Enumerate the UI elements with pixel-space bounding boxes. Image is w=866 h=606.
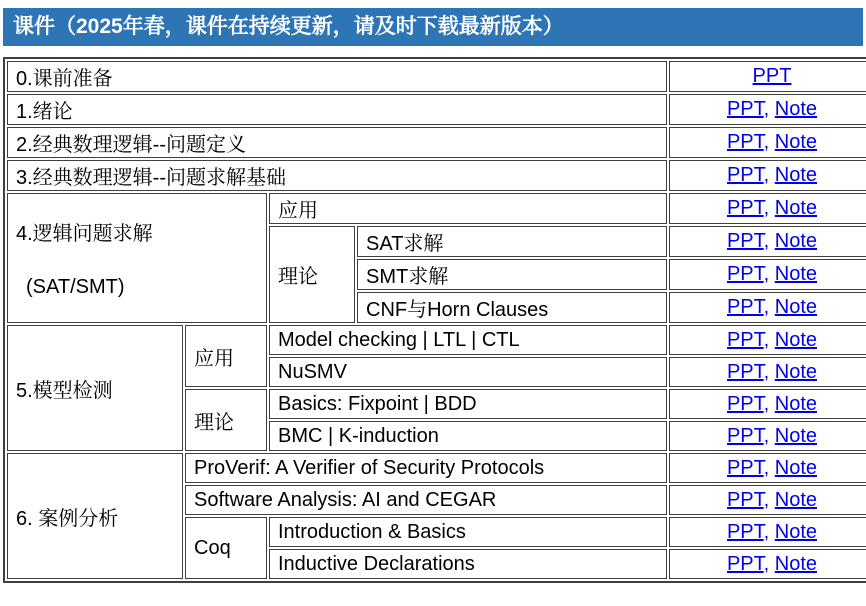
link-separator: , (763, 424, 775, 447)
cell-solving-theory: 理论 (269, 226, 355, 323)
cell-mc-app: 应用 (185, 325, 267, 387)
cell-mc-theory: 理论 (185, 389, 267, 451)
link-separator: , (763, 456, 775, 479)
ppt-link[interactable]: PPT (726, 131, 764, 153)
link-separator: , (763, 328, 775, 351)
ppt-link[interactable]: PPT (726, 164, 764, 186)
link-separator: , (763, 263, 775, 285)
cell-prep: 0.课前准备 (7, 61, 667, 92)
ppt-link[interactable]: PPT (726, 230, 764, 252)
link-separator: , (763, 164, 775, 186)
note-link[interactable]: Note (774, 328, 818, 351)
cell-cnf: CNF与Horn Clauses (357, 292, 667, 323)
links-cell (669, 549, 866, 579)
links-cell (669, 389, 866, 419)
links-cell (669, 193, 866, 224)
ppt-link[interactable]: PPT (726, 263, 764, 285)
note-link[interactable]: Note (774, 520, 818, 543)
cell-basics-fixpoint-bdd: Basics: Fixpoint | BDD (269, 389, 667, 419)
note-link[interactable]: Note (774, 131, 818, 153)
note-link[interactable]: Note (774, 164, 818, 186)
cell-intro: 1.绪论 (7, 94, 667, 125)
links-cell (669, 94, 866, 125)
note-link[interactable]: Note (774, 263, 818, 285)
links-cell (669, 127, 866, 158)
note-link[interactable]: Note (774, 424, 818, 447)
ppt-link[interactable]: PPT (726, 296, 764, 318)
cell-mc-ltl-ctl: Model checking | LTL | CTL (269, 325, 667, 355)
cell-case-study-group: 6. 案例分析 (7, 453, 183, 579)
link-separator: , (763, 197, 775, 219)
links-cell (669, 61, 866, 92)
ppt-link[interactable]: PPT (726, 520, 764, 543)
cell-logic-def: 2.经典数理逻辑--问题定义 (7, 127, 667, 158)
ppt-link[interactable]: PPT (752, 65, 792, 87)
link-separator: , (763, 520, 775, 543)
table-row (7, 61, 866, 92)
ppt-link[interactable]: PPT (726, 360, 764, 383)
note-link[interactable]: Note (774, 456, 818, 479)
table-row (7, 127, 866, 158)
cell-smt: SMT求解 (357, 259, 667, 290)
links-cell (669, 325, 866, 355)
ppt-link[interactable]: PPT (726, 98, 764, 120)
links-cell (669, 292, 866, 323)
note-link[interactable]: Note (774, 552, 818, 575)
link-separator: , (763, 296, 775, 318)
links-cell (669, 226, 866, 257)
ppt-link[interactable]: PPT (726, 392, 764, 415)
link-separator: , (763, 488, 775, 511)
table-row (7, 160, 866, 191)
links-cell (669, 485, 866, 515)
cell-bmc-kinduction: BMC | K-induction (269, 421, 667, 451)
link-separator: , (763, 392, 775, 415)
links-cell (669, 421, 866, 451)
note-link[interactable]: Note (774, 488, 818, 511)
table-row (7, 94, 866, 125)
ppt-link[interactable]: PPT (726, 197, 764, 219)
note-link[interactable]: Note (774, 296, 818, 318)
cell-software-analysis: Software Analysis: AI and CEGAR (185, 485, 667, 515)
table-row (7, 325, 866, 355)
link-separator: , (763, 131, 775, 153)
cell-solving-app: 应用 (269, 193, 667, 224)
cell-sat: SAT求解 (357, 226, 667, 257)
link-separator: , (763, 230, 775, 252)
note-link[interactable]: Note (774, 392, 818, 415)
ppt-link[interactable]: PPT (726, 424, 764, 447)
link-separator: , (763, 98, 775, 120)
links-cell (669, 517, 866, 547)
cell-proverif: ProVerif: A Verifier of Security Protocols (185, 453, 667, 483)
cell-logic-basics: 3.经典数理逻辑--问题求解基础 (7, 160, 667, 191)
links-cell (669, 259, 866, 290)
ppt-link[interactable]: PPT (726, 552, 764, 575)
cell-coq-inductive: Inductive Declarations (269, 549, 667, 579)
ppt-link[interactable]: PPT (726, 328, 764, 351)
note-link[interactable]: Note (774, 98, 818, 120)
link-separator: , (763, 552, 775, 575)
title-bar: 课件（2025年春，课件在持续更新，请及时下载最新版本） (3, 8, 863, 46)
note-link[interactable]: Note (774, 360, 818, 383)
courseware-table (3, 57, 866, 583)
link-separator: , (763, 360, 775, 383)
cell-model-checking-group: 5.模型检测 (7, 325, 183, 451)
cell-coq: Coq (185, 517, 267, 579)
ppt-link[interactable]: PPT (726, 456, 764, 479)
cell-solving-group (7, 193, 267, 323)
cell-solving-subtitle: (SAT/SMT) (26, 276, 125, 298)
table-row (7, 193, 866, 224)
links-cell (669, 453, 866, 483)
cell-nusmv: NuSMV (269, 357, 667, 387)
ppt-link[interactable]: PPT (726, 488, 764, 511)
note-link[interactable]: Note (774, 230, 818, 252)
note-link[interactable]: Note (774, 197, 818, 219)
links-cell (669, 160, 866, 191)
cell-solving-title: 4.逻辑问题求解 (16, 223, 153, 245)
links-cell (669, 357, 866, 387)
table-row (7, 453, 866, 483)
cell-coq-intro: Introduction & Basics (269, 517, 667, 547)
